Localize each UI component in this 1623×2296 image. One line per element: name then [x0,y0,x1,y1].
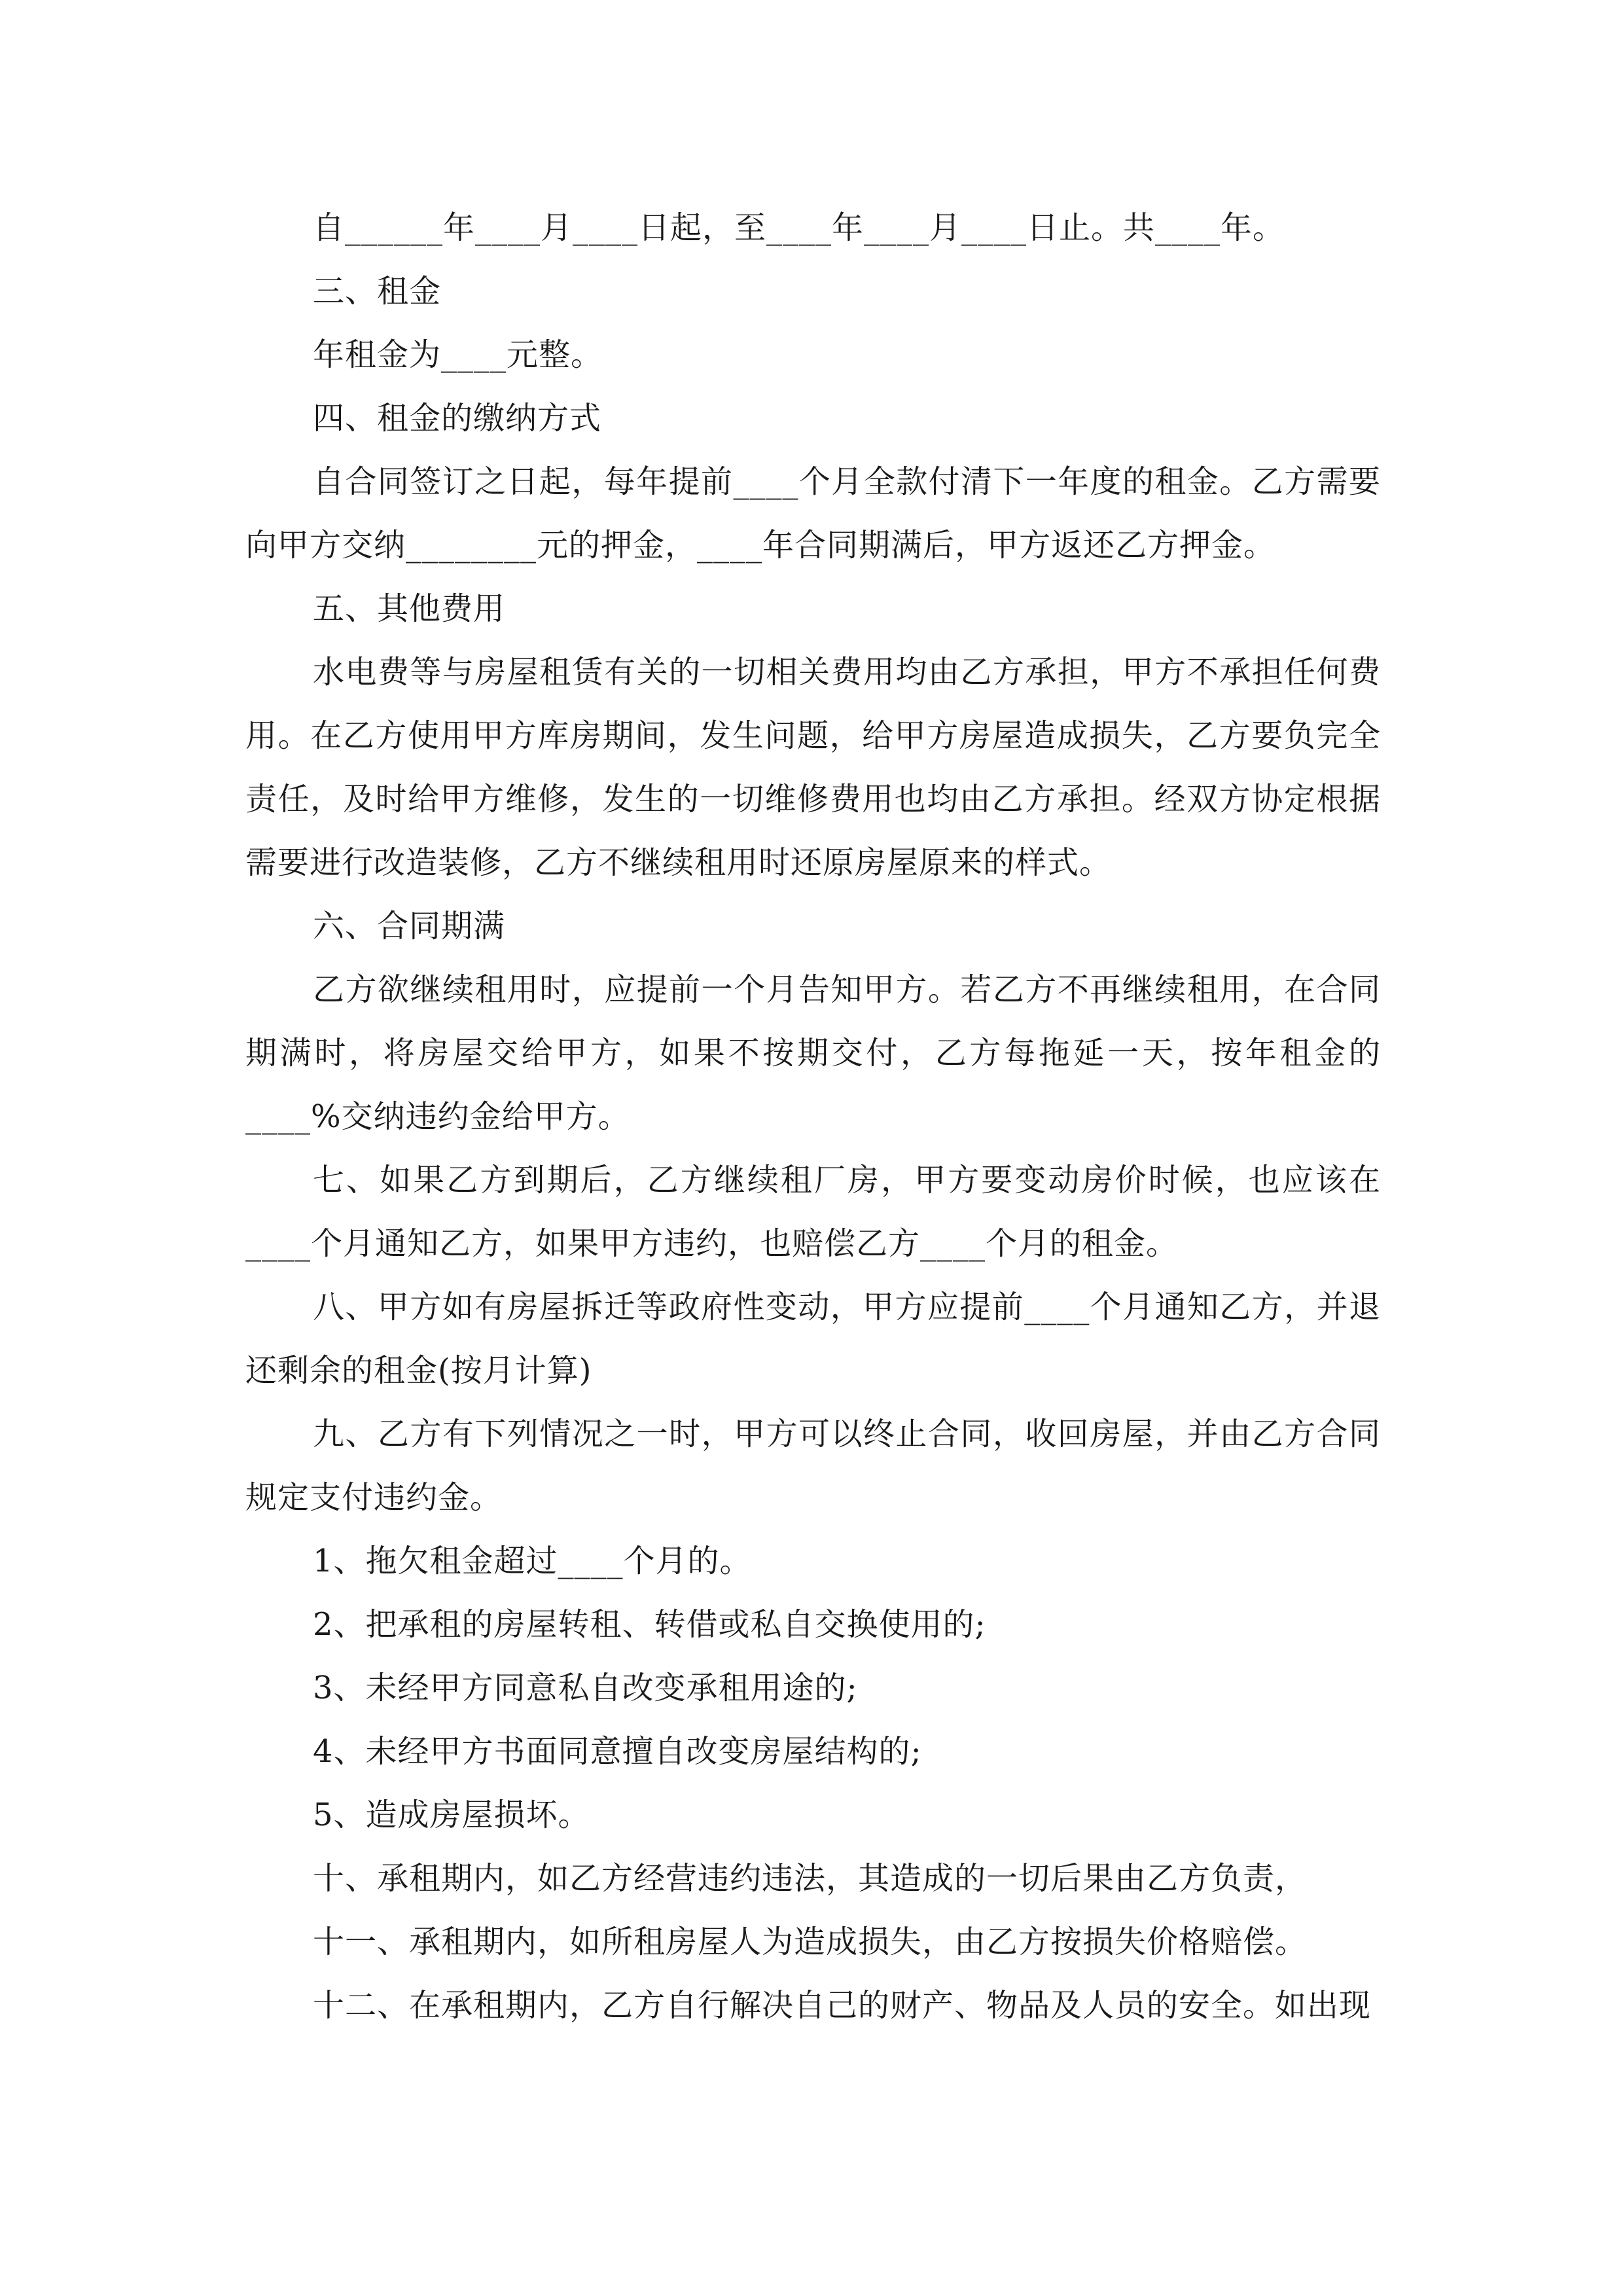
annual-rent-line: 年租金为____元整。 [313,336,603,373]
document-body [245,196,1381,2037]
section-heading-rent: 三、租金 [313,273,442,310]
clause-eleven: 十一、承租期内，如所租房屋人为造成损失，由乙方按损失价格赔偿。 [313,1924,1308,1960]
clause-nine-item-5: 5、造成房屋损坏。 [313,1797,590,1833]
clause-nine: 九、乙方有下列情况之一时，甲方可以终止合同，收回房屋，并由乙方合同规定支付违约金。 [245,1416,1381,1516]
contract-expiry-paragraph: 乙方欲继续租用时，应提前一个月告知甲方。若乙方不再继续租用，在合同期满时，将房屋交给甲方，如果不按期交付，乙方每拖延一天，按年租金的____%交纳违约金给甲方。 [245,971,1381,1135]
section-heading-contract-expiry: 六、合同期满 [313,908,506,944]
clause-ten: 十、承租期内，如乙方经营违约违法，其造成的一切后果由乙方负责， [313,1860,1308,1897]
payment-method-paragraph: 自合同签订之日起，每年提前____个月全款付清下一年度的租金。乙方需要向甲方交纳________元的押金，____年合同期满后，甲方返还乙方押金。 [245,463,1381,564]
clause-seven: 七、如果乙方到期后，乙方继续租厂房，甲方要变动房价时候，也应该在____个月通知乙方，如果甲方违约，也赔偿乙方____个月的租金。 [245,1162,1381,1262]
clause-nine-item-1: 1、拖欠租金超过____个月的。 [313,1543,752,1579]
other-fees-paragraph: 水电费等与房屋租赁有关的一切相关费用均由乙方承担，甲方不承担任何费用。在乙方使用甲方库房期间，发生问题，给甲方房屋造成损失，乙方要负完全责任，及时给甲方维修，发生的一切维修费用也均由乙方承担。经双方协定根据需要进行改造装修，乙方不继续租用时还原房屋原来的样式。 [245,654,1381,881]
section-heading-payment-method: 四、租金的缴纳方式 [313,400,602,437]
clause-nine-item-4: 4、未经甲方书面同意擅自改变房屋结构的; [313,1733,922,1770]
clause-nine-item-3: 3、未经甲方同意私自改变承租用途的; [313,1670,858,1706]
section-heading-other-fees: 五、其他费用 [313,590,506,627]
term-period-line: 自______年____月____日起，至____年____月____日止。共____年。 [313,209,1285,246]
clause-eight: 八、甲方如有房屋拆迁等政府性变动，甲方应提前____个月通知乙方，并退还剩余的租金(按月计算) [245,1289,1381,1389]
clause-nine-item-2: 2、把承租的房屋转租、转借或私自交换使用的; [313,1606,986,1643]
clause-twelve: 十二、在承租期内，乙方自行解决自己的财产、物品及人员的安全。如出现 [313,1987,1372,2024]
